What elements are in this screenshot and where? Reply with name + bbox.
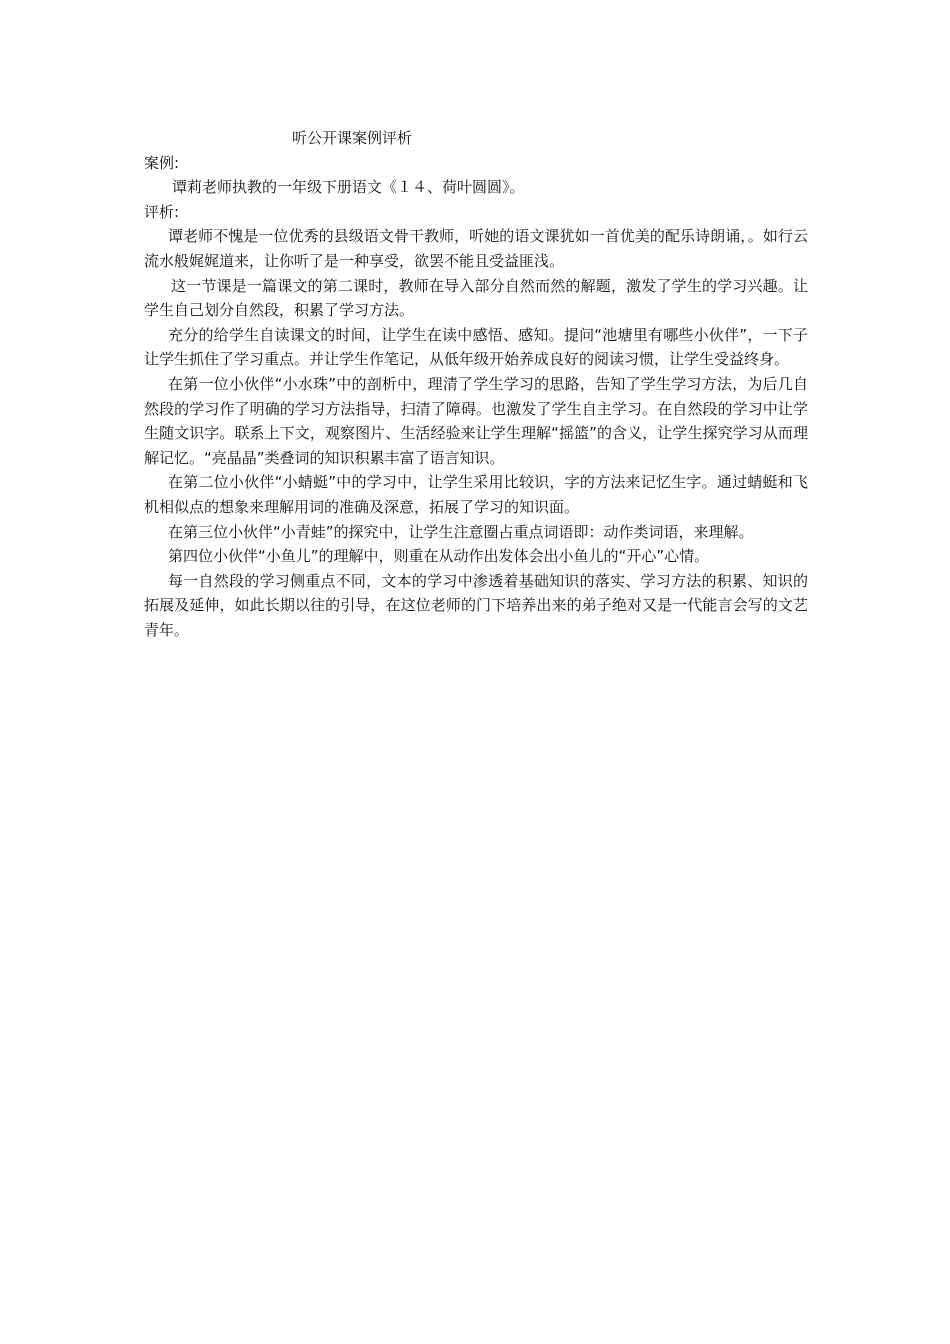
analysis-paragraph-3: 充分的给学生自读课文的时间，让学生在读中感悟、感知。提问“池塘里有哪些小伙伴”，一下子让学生抓住了学习重点。并让学生作笔记，从低年级开始养成良好的阅读习惯，让学生受益终身。 <box>144 325 808 369</box>
case-label: 案例: <box>144 153 180 172</box>
analysis-paragraph-6: 在第三位小伙伴“小青蛙”的探究中，让学生注意圈占重点词语即：动作类词语，来理解。 <box>168 522 754 541</box>
analysis-label: 评析: <box>144 202 180 221</box>
document-body <box>144 126 808 642</box>
analysis-paragraph-5: 在第二位小伙伴“小蜻蜓”中的学习中，让学生采用比较识，字的方法来记忆生字。通过蜻蜓和飞机相似点的想象来理解用词的准确及深意，拓展了学习的知识面。 <box>144 473 808 516</box>
document-title: 听公开课案例评析 <box>292 129 413 147</box>
analysis-paragraph-2: 这一节课是一篇课文的第二课时，教师在导入部分自然而然的解题，激发了学生的学习兴趣。让学生自己划分自然段，积累了学习方法。 <box>144 276 808 320</box>
analysis-paragraph-1: 谭老师不愧是一位优秀的县级语文骨干教师，听她的语文课犹如一首优美的配乐诗朗诵，。如行云流水般娓娓道来，让你听了是一种享受，欲罢不能且受益匪浅。 <box>144 227 808 270</box>
analysis-paragraph-7: 第四位小伙伴“小鱼儿”的理解中，则重在从动作出发体会出小鱼儿的“开心”心情。 <box>168 547 710 566</box>
case-text: 谭莉老师执教的一年级下册语文《１４、荷叶圆圆》。 <box>172 178 525 197</box>
analysis-paragraph-8: 每一自然段的学习侧重点不同，文本的学习中渗透着基础知识的落实、学习方法的积累、知识的拓展及延伸，如此长期以往的引导，在这位老师的门下培养出来的弟子绝对又是一代能言会写的文艺青年。 <box>144 571 808 639</box>
analysis-paragraph-4: 在第一位小伙伴“小水珠”中的剖析中，理清了学生学习的思路，告知了学生学习方法，为后几自然段的学习作了明确的学习方法指导，扫清了障碍。也激发了学生自主学习。在自然段的学习中让学生随文识字。联系上下文，观察图片、生活经验来让学生理解“摇篮”的含义，让学生探究学习从而理解记忆。“亮晶晶”类叠词的知识积累丰富了语言知识。 <box>144 374 808 467</box>
